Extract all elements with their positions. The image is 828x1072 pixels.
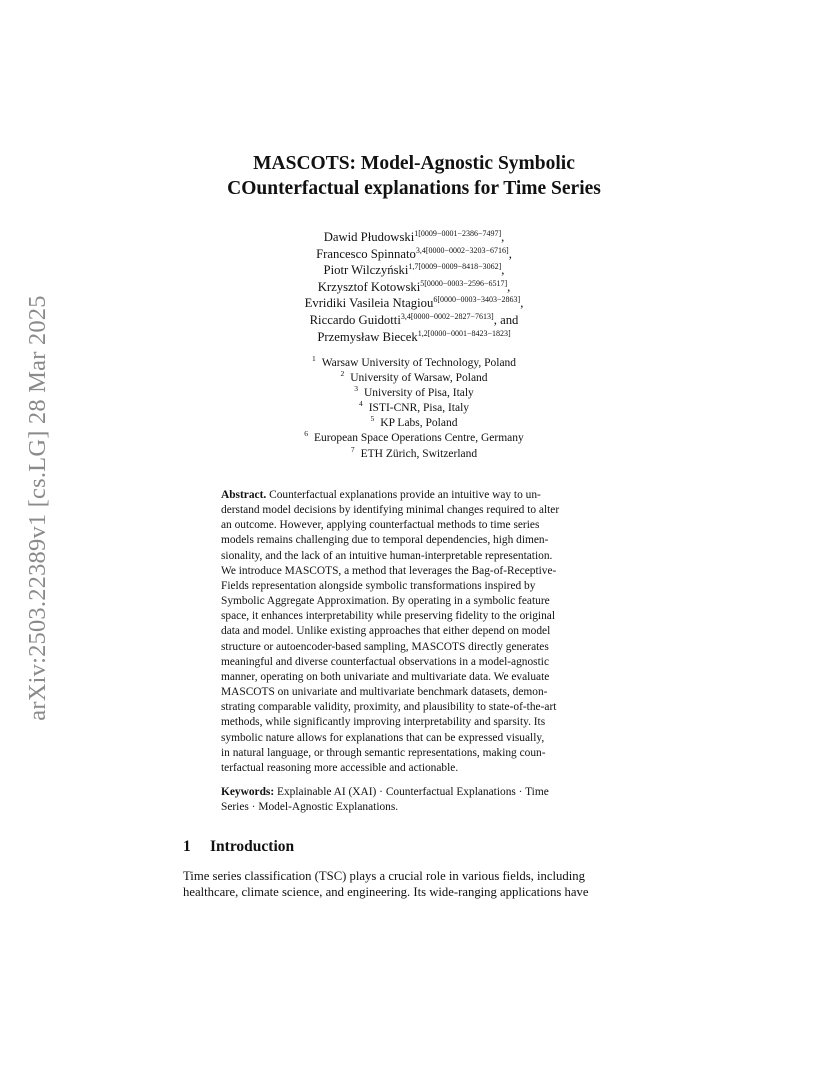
author-separator: , [501,263,505,278]
abstract-line: derstand model decisions by identifying minimal changes required to alter [221,504,560,517]
author [180,263,648,280]
affiliation [180,371,648,386]
affiliation [180,401,648,416]
affiliation-number: 3 [354,384,358,394]
keywords-text: Explainable AI (XAI) · Counterfactual Explanations · Time [277,786,549,798]
affiliation-number: 5 [370,414,375,424]
author-affil-marker: 1,7 [408,262,419,272]
affiliation [180,356,648,371]
author-affil-marker: 5 [420,278,425,288]
author-orcid: [0000−0002−3203−6716] [425,245,509,255]
affiliation [180,444,648,462]
abstract-line: in natural language, or through semantic representations, making coun- [221,746,546,759]
body-line: healthcare, climate science, and engineering. Its wide-ranging applications have [183,885,589,899]
abstract-line: meaningful and diverse counterfactual observations in a model-agnostic [221,655,550,668]
author-name: Dawid Płudowski [323,230,415,244]
introduction-paragraph [183,868,652,900]
author-name: Francesco Spinnato [316,246,416,261]
author-separator: , [520,296,524,311]
abstract [221,488,613,776]
author [180,247,648,264]
abstract-line: strating comparable validity, proximity, and plausibility to state-of-the-art [221,701,557,714]
author-name: Przemysław Biecek [317,329,418,344]
abstract-line: We introduce MASCOTS, a method that leverages the Bag-of-Receptive- [221,564,557,577]
section-heading-introduction [183,838,294,856]
body-line: Time series classification (TSC) plays a crucial role in various fields, including [183,869,585,883]
affiliation-text: Warsaw University of Technology, Poland [321,357,517,369]
affiliation-text: ISTI-CNR, Pisa, Italy [368,402,470,415]
author [180,313,648,330]
author-affil-marker: 3,4 [415,245,426,255]
title-line-2: COunterfactual explanations for Time Series [227,178,601,199]
affiliation-number: 7 [350,444,355,454]
affiliation-number: 4 [358,399,363,409]
paper-title [140,151,688,201]
abstract-line: Fields representation alongside symbolic transformations inspired by [221,579,536,592]
author-affil-marker: 6 [433,295,438,305]
abstract-line [221,488,613,503]
affiliation [180,416,648,431]
title-line-1: MASCOTS: Model-Agnostic Symbolic [253,153,575,174]
abstract-line: space, it enhances interpretability while preserving fidelity to the original [221,610,556,623]
abstract-text: Counterfactual explanations provide an intuitive way to un- [269,489,541,501]
abstract-line: manner, operating on both univariate and multivariate data. We evaluate [221,670,550,683]
author-orcid: [0009−0001−2386−7497] [418,229,502,238]
keywords-line: Series · Model-Agnostic Explanations. [221,801,399,814]
affiliation-number: 6 [304,429,308,439]
author-separator: , [508,246,512,261]
author-orcid: [0000−0003−2596−6517] [424,278,508,288]
arxiv-identifier: arXiv:2503.22389v1 [cs.LG] 28 Mar 2025 [24,295,51,721]
affiliation [180,386,648,401]
author-separator: , and [493,312,519,327]
abstract-line: symbolic nature allows for explanations that can be expressed visually, [221,731,545,744]
abstract-line: sionality, and the lack of an intuitive human-interpretable representation. [221,549,553,562]
author-affil-marker: 1 [414,229,419,238]
affiliation-number: 1 [311,354,316,363]
author-separator: , [501,230,505,244]
abstract-line: an outcome. However, applying counterfactual methods to time series [221,519,540,532]
author [180,330,648,347]
author-separator: , [507,279,511,294]
author-name: Krzysztof Kotowski [317,279,421,294]
affiliation-number: 2 [340,369,345,379]
author-orcid: [0000−0002−2827−7613] [410,311,494,321]
author-orcid: [0009−0009−8418−3062] [418,262,502,272]
abstract-line: methods, while significantly improving interpretability and sparsity. Its [221,716,546,729]
affiliation-text: ETH Zürich, Switzerland [360,447,478,460]
affiliation-text: University of Pisa, Italy [363,387,474,400]
keywords-label: Keywords: [221,786,275,798]
section-title: Introduction [210,838,295,855]
author-name: Evridiki Vasileia Ntagiou [304,296,434,311]
abstract-line: models remains challenging due to temporal dependencies, high dimen- [221,534,549,547]
affiliation-list [180,356,648,462]
author-name: Riccardo Guidotti [309,312,401,327]
author-affil-marker: 1,2 [417,328,428,338]
author [180,280,648,297]
section-number: 1 [183,838,191,855]
affiliation-text: European Space Operations Centre, Germany [313,432,524,445]
abstract-line: structure or autoencoder-based sampling, MASCOTS directly generates [221,640,549,653]
author-list [180,230,648,346]
author-affil-marker: 3,4 [400,311,411,321]
abstract-label: Abstract. [221,489,267,501]
affiliation [180,431,648,446]
author-name: Piotr Wilczyński [323,263,409,278]
affiliation-text: KP Labs, Poland [380,417,458,430]
abstract-line: MASCOTS on univariate and multivariate benchmark datasets, demon- [221,686,548,699]
affiliation-text: University of Warsaw, Poland [350,372,488,385]
abstract-line: Symbolic Aggregate Approximation. By operating in a symbolic feature [221,595,550,608]
author-orcid: [0000−0001−8423−1823] [427,328,511,338]
keywords [221,785,613,815]
abstract-line: data and model. Unlike existing approaches that either depend on model [221,625,551,638]
author [180,230,648,247]
author-orcid: [0000−0003−3403−2863] [437,295,521,305]
abstract-line: terfactual reasoning more accessible and actionable. [221,761,459,774]
author [180,296,648,313]
keywords-line [221,785,613,800]
